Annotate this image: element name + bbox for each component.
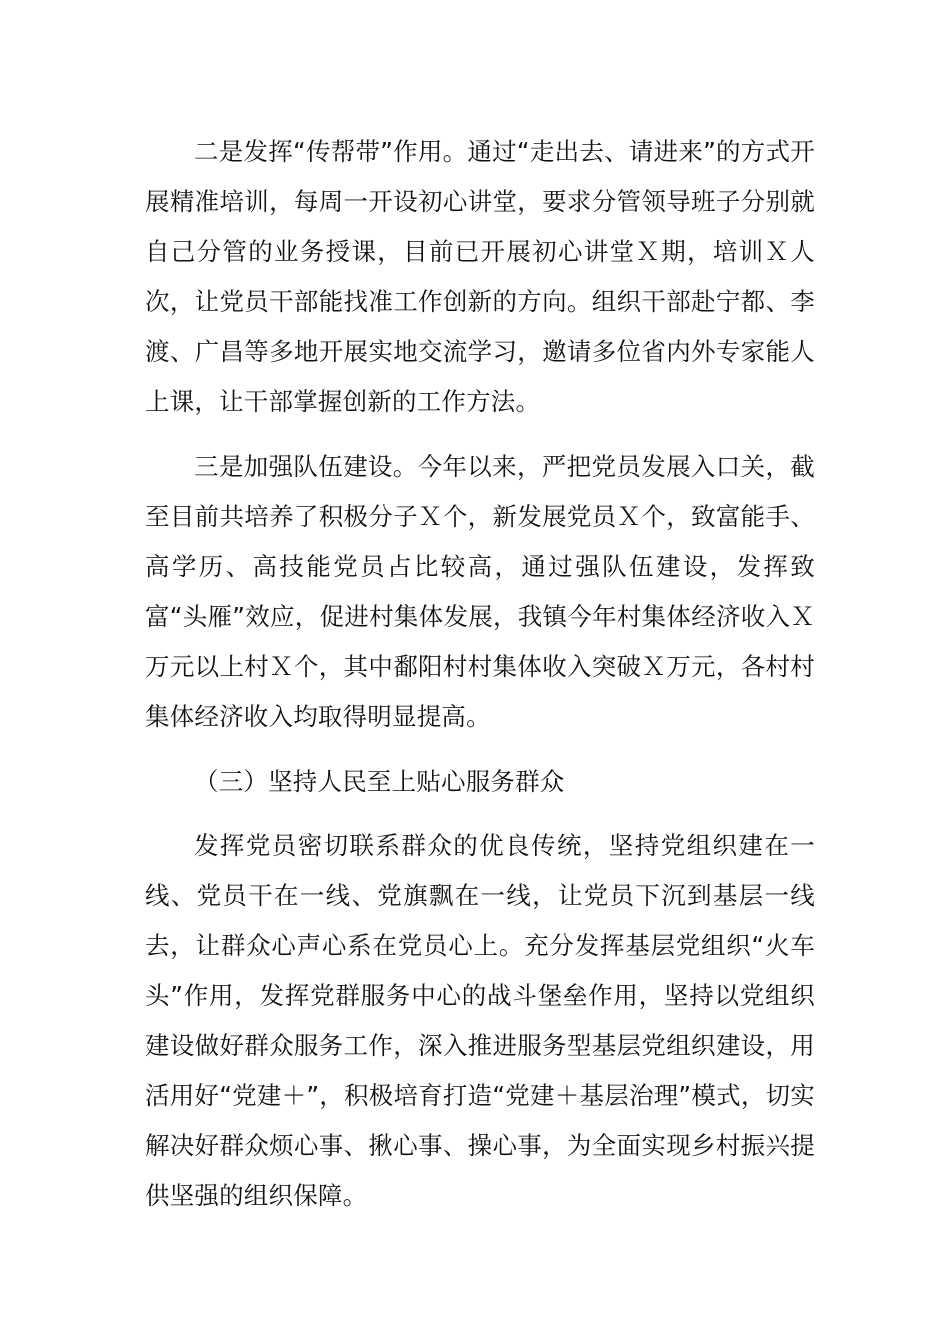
document-body bbox=[145, 127, 815, 1221]
paragraph-team-building: 三是加强队伍建设。今年以来，严把党员发展入口关，截至目前共培养了积极分子Ｘ个，新发展党员Ｘ个，致富能手、高学历、高技能党员占比较高，通过强队伍建设，发挥致富“头雁”效应，促进村集体发展，我镇今年村集体经济收入Ｘ万元以上村Ｘ个，其中鄱阳村村集体收入突破Ｘ万元，各村村集体经济收入均取得明显提高。 bbox=[145, 452, 815, 731]
section-heading: （三）坚持人民至上贴心服务群众 bbox=[194, 767, 565, 796]
paragraph-serve-masses: 发挥党员密切联系群众的优良传统，坚持党组织建在一线、党员干在一线、党旗飘在一线，让党员下沉到基层一线去，让群众心声心系在党员心上。充分发挥基层党组织“火车头”作用，发挥党群服务中心的战斗堡垒作用，坚持以党组织建设做好群众服务工作，深入推进服务型基层党组织建设，用活用好“党建＋”，积极培育打造“党建＋基层治理”模式，切实解决好群众烦心事、揪心事、操心事，为全面实现乡村振兴提供坚强的组织保障。 bbox=[145, 831, 815, 1210]
paragraph-mentoring: 二是发挥“传帮带”作用。通过“走出去、请进来”的方式开展精准培训，每周一开设初心讲堂，要求分管领导班子分别就自己分管的业务授课，目前已开展初心讲堂Ｘ期，培训Ｘ人次，让党员干部能找准工作创新的方向。组织干部赴宁都、李渡、广昌等多地开展实地交流学习，邀请多位省内外专家能人上课，让干部掌握创新的工作方法。 bbox=[145, 137, 815, 416]
